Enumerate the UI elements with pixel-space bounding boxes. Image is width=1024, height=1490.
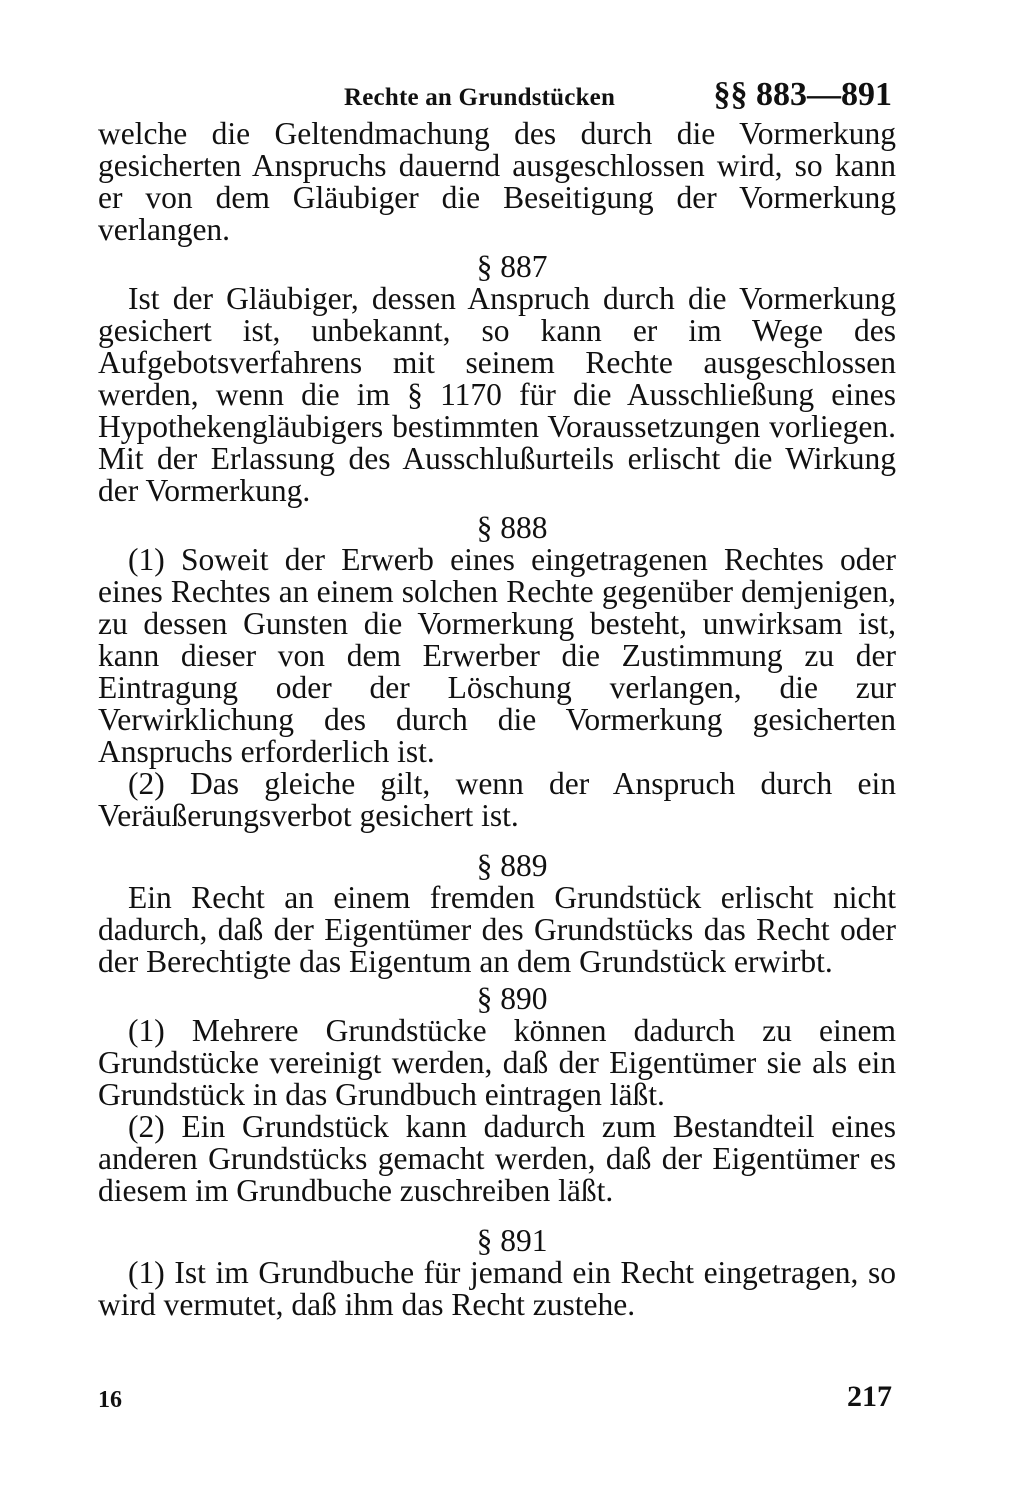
section-heading-891: § 891: [476, 1223, 548, 1258]
running-header: [98, 72, 896, 118]
page-number: 217: [847, 1380, 892, 1413]
section-heading-888: § 888: [476, 510, 548, 545]
section-heading-887: § 887: [476, 249, 548, 284]
section-887-text: Ist der Gläubiger, dessen Anspruch durch die Vormerkung gesichert ist, unbekannt, so kann er im Wege des Aufgebotsverfahrens mit seinem Rechte ausgeschlossen werden, wenn die im § 1170 für die Ausschließung eines Hypothekengläubigers bestimmten Voraussetzungen vorliegen. Mit der Erlassung des Ausschlußurteils erlischt die Wirkung der Vormerkung.: [98, 281, 896, 508]
section-888-paragraph-1: (1) Soweit der Erwerb eines eingetragenen Rechtes oder eines Rechtes an einem solchen Rechte gegenüber demjenigen, zu dessen Gunsten die Vormerkung besteht, unwirksam ist, kann dieser von dem Erwerber die Zustimmung zu der Eintragung oder der Löschung verlangen, die zur Verwirklichung des durch die Vormerkung gesicherten Anspruchs erforderlich ist.: [98, 542, 896, 769]
section-890-paragraph-2: (2) Ein Grundstück kann dadurch zum Bestandteil eines anderen Grundstücks gemacht werden, daß der Eigentümer es diesem im Grundbuche zuschreiben läßt.: [98, 1109, 896, 1208]
section-891-paragraph-1: (1) Ist im Grundbuche für jemand ein Recht eingetragen, so wird vermutet, daß ihm das Recht zustehe.: [98, 1255, 896, 1322]
section-888-paragraph-2: (2) Das gleiche gilt, wenn der Anspruch durch ein Veräußerungsverbot gesichert ist.: [98, 766, 896, 833]
book-page: [98, 72, 896, 1422]
header-section-range: §§ 883—891: [713, 76, 892, 113]
section-heading-890: § 890: [476, 981, 548, 1016]
continuation-paragraph: welche die Geltendmachung des durch die Vormerkung gesicherten Anspruchs dauernd ausgeschlossen wird, so kann er von dem Gläubiger die Beseitigung der Vormerkung verlangen.: [98, 116, 896, 247]
section-heading-889: § 889: [476, 848, 548, 883]
signature-mark: 16: [98, 1387, 122, 1413]
section-890-paragraph-1: (1) Mehrere Grundstücke können dadurch zu einem Grundstücke vereinigt werden, daß der Eigentümer sie als ein Grundstück in das Grundbuch eintragen läßt.: [98, 1013, 896, 1112]
body-text: [98, 118, 896, 1321]
header-title: Rechte an Grundstücken: [344, 84, 616, 111]
section-889-text: Ein Recht an einem fremden Grundstück erlischt nicht dadurch, daß der Eigentümer des Grundstücks das Recht oder der Berechtigte das Eigentum an dem Grundstück erwirbt.: [98, 880, 896, 979]
